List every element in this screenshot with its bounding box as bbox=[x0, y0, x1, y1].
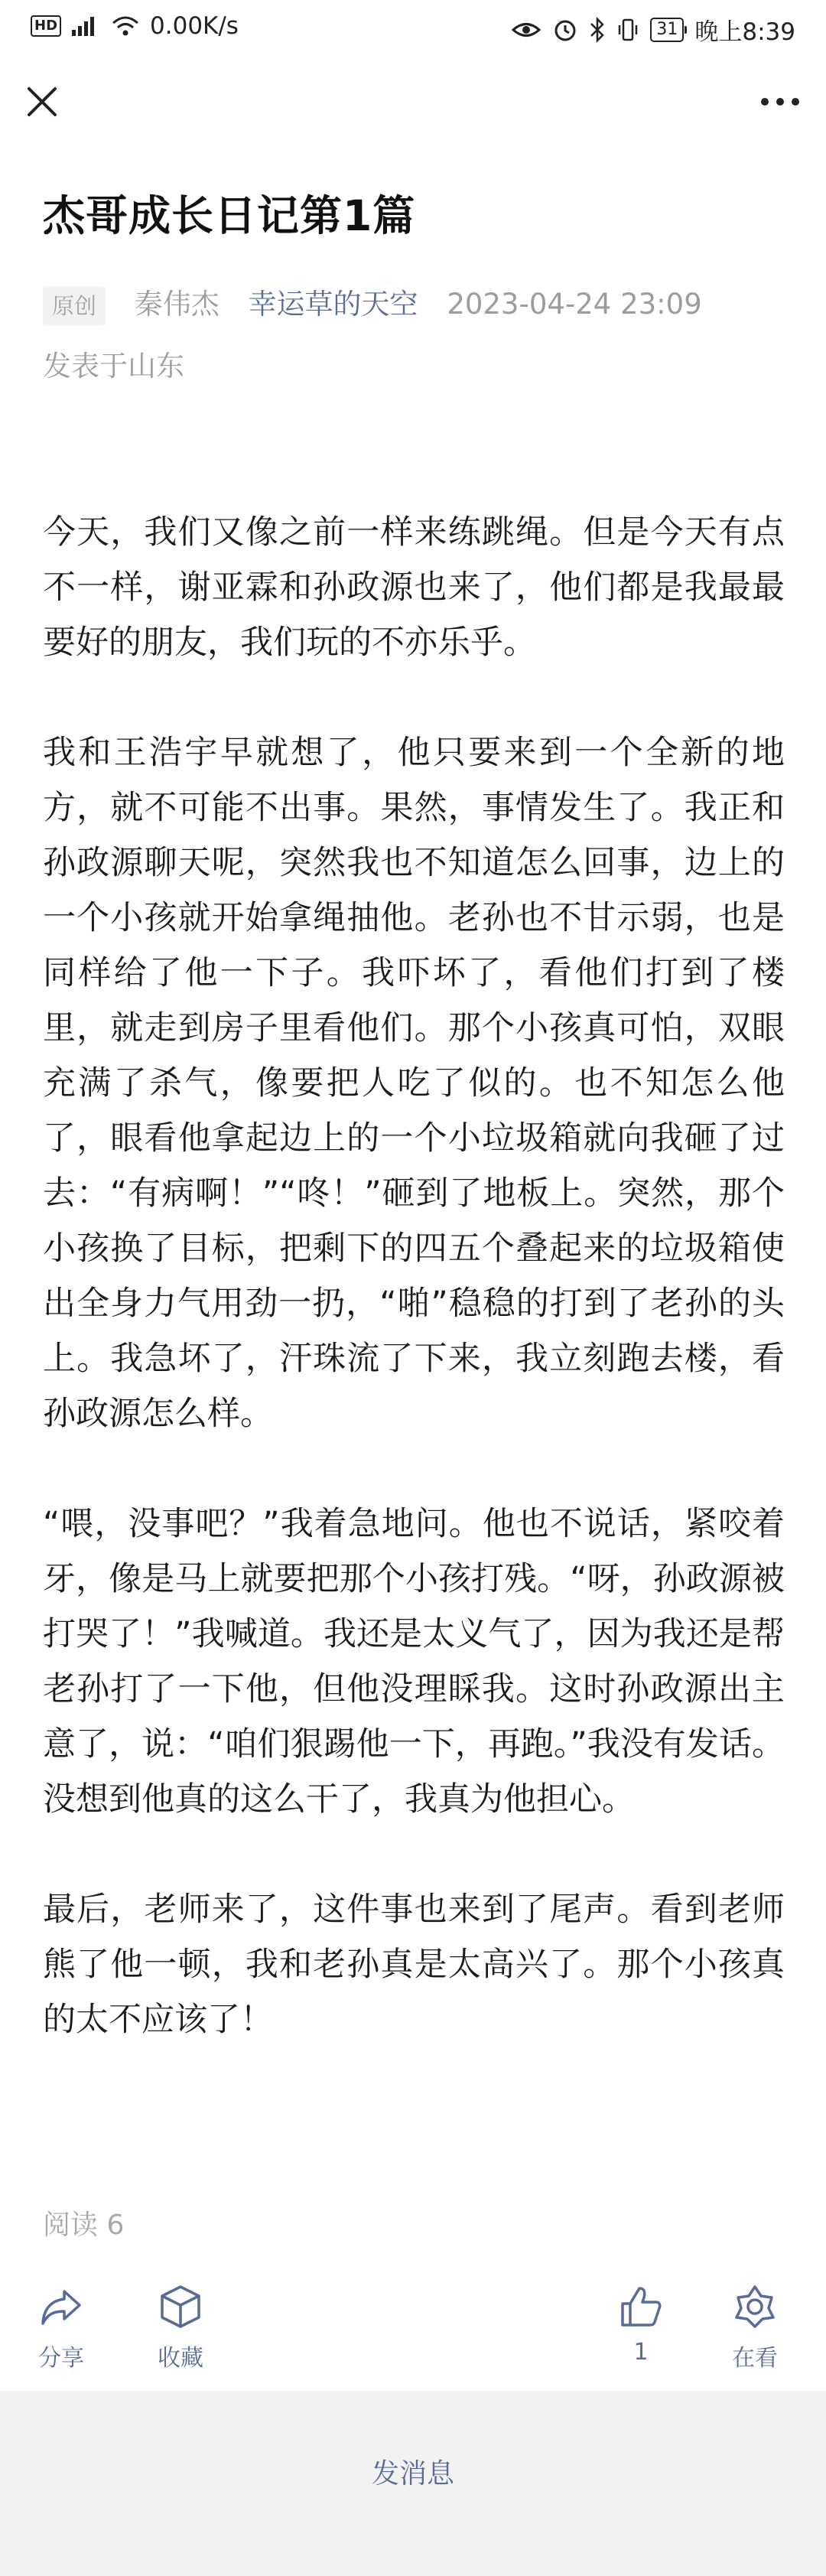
box-icon bbox=[156, 2282, 205, 2331]
article-meta bbox=[43, 274, 783, 393]
alarm-icon bbox=[552, 17, 578, 43]
send-message-button[interactable]: 发消息 bbox=[371, 2458, 454, 2490]
paragraph: 今天，我们又像之前一样来练跳绳。但是今天有点不一样，谢亚霖和孙政源也来了，他们都是我最最要好的朋友，我们玩的不亦乐乎。 bbox=[43, 513, 785, 662]
read-count: 阅读 6 bbox=[43, 2210, 125, 2241]
action-bar bbox=[0, 2276, 826, 2391]
publish-location: 发表于山东 bbox=[43, 350, 184, 383]
close-button[interactable] bbox=[23, 83, 61, 121]
thumbs-up-icon bbox=[616, 2282, 665, 2331]
network-speed: 0.00K/s bbox=[150, 12, 239, 40]
nav-bar bbox=[0, 60, 826, 151]
signal-icon bbox=[70, 15, 101, 37]
eye-icon bbox=[511, 18, 541, 41]
clock: 晚上8:39 bbox=[694, 18, 795, 46]
article-title: 杰哥成长日记第1篇 bbox=[43, 191, 416, 240]
vibrate-icon bbox=[616, 17, 639, 43]
share-button[interactable] bbox=[37, 2282, 86, 2372]
account-link[interactable]: 幸运草的天空 bbox=[248, 288, 418, 321]
message-bar bbox=[0, 2391, 826, 2576]
article-body bbox=[43, 505, 785, 2047]
looking-label: 在看 bbox=[732, 2345, 778, 2372]
close-icon bbox=[23, 83, 61, 121]
more-icon bbox=[757, 83, 803, 121]
bluetooth-icon bbox=[589, 17, 606, 43]
battery-icon: 31 bbox=[650, 18, 684, 42]
more-button[interactable] bbox=[757, 83, 803, 121]
share-icon bbox=[37, 2282, 86, 2331]
paragraph: “喂，没事吧？”我着急地问。他也不说话，紧咬着牙，像是马上就要把那个小孩打残。“呀，孙政源被打哭了！”我喊道。我还是太义气了，因为我还是帮老孙打了一下他，但他没理睬我。这时孙政源出主意了，说：“咱们狠踢他一下，再跑。”我没有发话。没想到他真的这么干了，我真为他担心。 bbox=[43, 1505, 785, 1819]
author-name: 秦伟杰 bbox=[134, 288, 220, 321]
hd-badge: HD bbox=[31, 15, 61, 37]
favorite-button[interactable] bbox=[156, 2282, 205, 2372]
wifi-icon bbox=[110, 15, 141, 37]
original-tag: 原创 bbox=[43, 287, 106, 325]
status-bar bbox=[0, 0, 826, 60]
looking-button[interactable] bbox=[730, 2282, 779, 2372]
publish-datetime: 2023-04-24 23:09 bbox=[447, 288, 702, 321]
paragraph: 我和王浩宇早就想了，他只要来到一个全新的地方，就不可能不出事。果然，事情发生了。我正和孙政源聊天呢，突然我也不知道怎么回事，边上的一个小孩就开始拿绳抽他。老孙也不甘示弱，也是同样给了他一下子。我吓坏了，看他们打到了楼里，就走到房子里看他们。那个小孩真可怕，双眼充满了杀气，像要把人吃了似的。也不知怎么他了，眼看他拿起边上的一个小垃圾箱就向我砸了过去：“有病啊！”“咚！”砸到了地板上。突然，那个小孩换了目标，把剩下的四五个叠起来的垃圾箱使出全身力气用劲一扔，“啪”稳稳的打到了老孙的头上。我急坏了，汗珠流了下来，我立刻跑去楼，看孙政源怎么样。 bbox=[43, 734, 785, 1433]
like-count: 1 bbox=[633, 2339, 649, 2366]
favorite-label: 收藏 bbox=[158, 2345, 203, 2372]
looking-icon bbox=[730, 2282, 779, 2331]
like-button[interactable] bbox=[616, 2282, 665, 2366]
share-label: 分享 bbox=[38, 2345, 84, 2372]
paragraph: 最后，老师来了，这件事也来到了尾声。看到老师熊了他一顿，我和老孙真是太高兴了。那个小孩真的太不应该了！ bbox=[43, 1890, 785, 2039]
